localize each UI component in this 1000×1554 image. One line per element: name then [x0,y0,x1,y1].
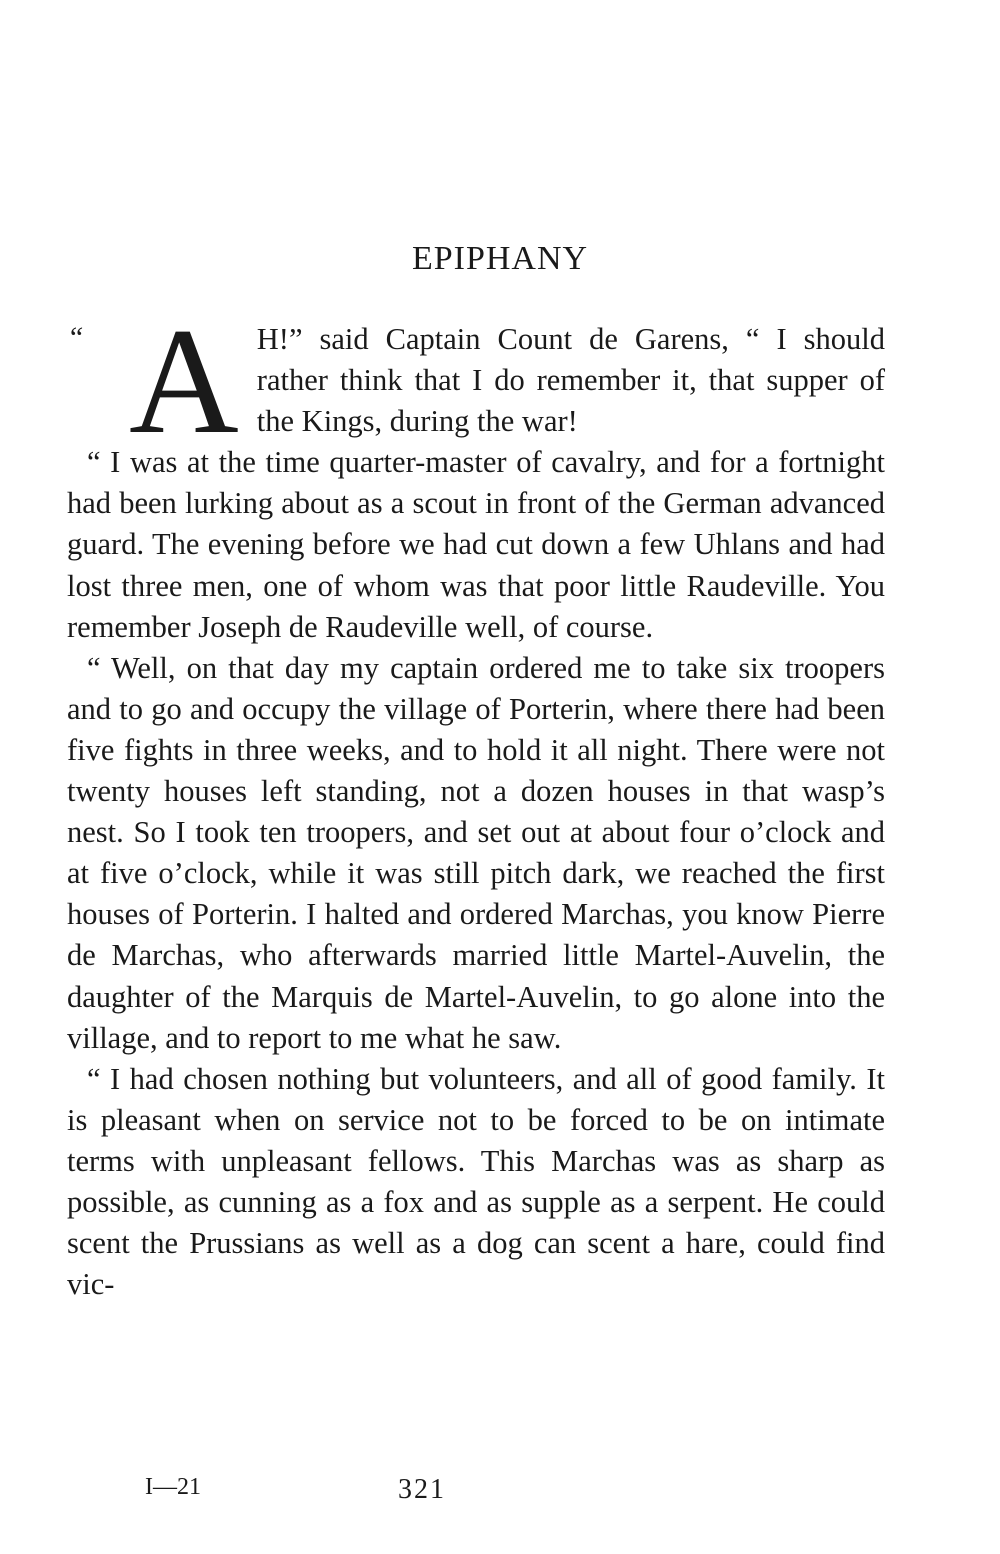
paragraph: “ I was at the time quarter-master of cavalry, and for a fortnight had been lurking about as a scout in front of the German advanced guard. The evening before we had cut down a few Uhlans and had lost three men, one of whom was that poor little Raudeville. You remember Joseph de Raudeville well, of course. [67,445,885,644]
opening-text: H!” said Captain Count de Garens, “ I should rather think that I do remember it, that supper of the Kings, during the war! [256,322,885,439]
page-number: 321 [398,1474,446,1505]
signature-mark: I—21 [145,1474,201,1500]
chapter-title: EPIPHANY [411,240,589,277]
opening-paragraph [67,297,885,465]
body-text [67,297,885,1305]
drop-cap: A [129,297,239,465]
paragraph: “ I had chosen nothing but volunteers, and all of good family. It is pleasant when on service not to be forced to be on intimate terms with unpleasant fellows. This Marchas was as sharp as possible, as cunning as a fox and as supple as a serpent. He could scent the Prussians as well as a dog can scent a hare, could find vic- [67,1061,885,1302]
opening-quote-mark: “ [67,321,84,354]
paragraph: “ Well, on that day my captain ordered me to take six troopers and to go and occupy the village of Porterin, where there had been five fights in three weeks, and to hold it all night. There were not twenty houses left standing, not a dozen houses in that wasp’s nest. So I took ten troopers, and set out at about four o’clock and at five o’clock, while it was still pitch dark, we reached the first houses of Porterin. I halted and ordered Marchas, you know Pierre de Marchas, who afterwards married little Martel-Auvelin, the daughter of the Marquis de Martel-Auvelin, to go alone into the village, and to report to me what he saw. [67,650,885,1055]
